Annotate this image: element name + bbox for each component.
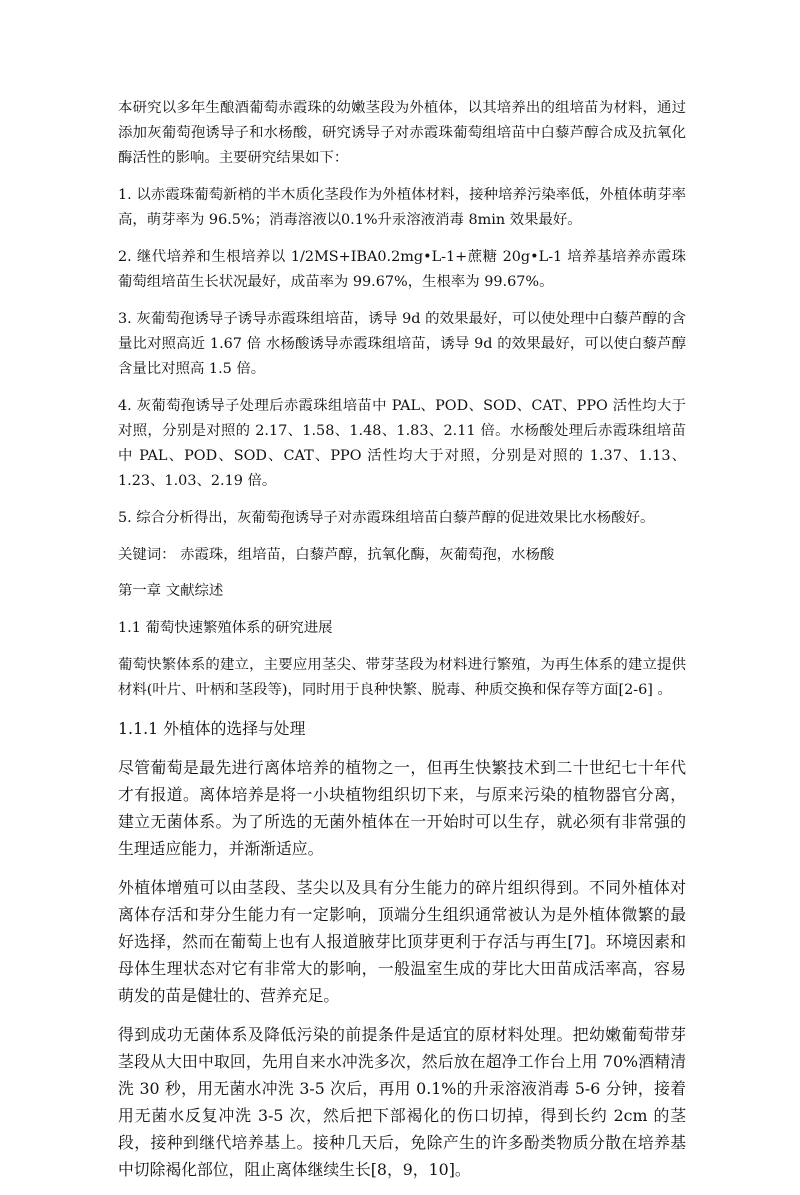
result-item-3: 3. 灰葡萄孢诱导子诱导赤霞珠组培苗，诱导 9d 的效果最好，可以使处理中白藜芦醇的含量比对照高近 1.67 倍 水杨酸诱导赤霞珠组培苗，诱导 9d 的效果最好，可以使白藜芦醇含量比对照高 1.5 倍。 bbox=[118, 311, 686, 377]
result-item-4: 4. 灰葡萄孢诱导子处理后赤霞珠组培苗中 PAL、POD、SOD、CAT、PPO 活性均大于对照，分别是对照的 2.17、1.58、1.48、1.83、2.11 倍。水杨酸处理后赤霞珠组培苗中 PAL、POD、SOD、CAT、PPO 活性均大于对照，分别是对照的 1.37、1.13、1.23、1.03、2.19 倍。 bbox=[118, 398, 686, 489]
chapter-title: 第一章 文献综述 bbox=[118, 583, 224, 599]
section-title: 1.1 葡萄快速繁殖体系的研究进展 bbox=[118, 620, 333, 636]
section-paragraph: 葡萄快繁体系的建立，主要应用茎尖、带芽茎段为材料进行繁殖，为再生体系的建立提供材料(叶片、叶柄和茎段等)，同时用于良种快繁、脱毒、种质交换和保存等方面[2-6] 。 bbox=[118, 657, 686, 698]
keywords-line: 关键词： 赤霞珠，组培苗，白藜芦醇，抗氧化酶，灰葡萄孢，水杨酸 bbox=[118, 547, 555, 563]
result-item-5: 5. 综合分析得出，灰葡萄孢诱导子对赤霞珠组培苗白藜芦醇的促进效果比水杨酸好。 bbox=[118, 510, 655, 526]
body-paragraph-2: 外植体增殖可以由茎段、茎尖以及具有分生能力的碎片组织得到。不同外植体对离体存活和芽分生能力有一定影响，顶端分生组织通常被认为是外植体微繁的最好选择，然而在葡萄上也有人报道腋芽比顶芽更利于存活与再生[7]。环境因素和母体生理状态对它有非常大的影响，一般温室生成的芽比大田苗成活率高，容易萌发的苗是健壮的、营养充足。 bbox=[118, 878, 686, 1005]
subsection-title: 1.1.1 外植体的选择与处理 bbox=[118, 719, 306, 738]
body-paragraph-1: 尽管葡萄是最先进行离体培养的植物之一，但再生快繁技术到二十世纪七十年代才有报道。离体培养是将一小块植物组织切下来，与原来污染的植物器官分离，建立无菌体系。为了所选的无菌外植体在一开始时可以生存，就必须有非常强的生理适应能力，并渐渐适应。 bbox=[118, 758, 686, 858]
result-item-2: 2. 继代培养和生根培养以 1/2MS+IBA0.2mg•L-1+蔗糖 20g•L-1 培养基培养赤霞珠葡萄组培苗生长状况最好，成苗率为 99.67%，生根率为 99.67%。 bbox=[118, 249, 686, 290]
document-page bbox=[118, 96, 686, 1195]
abstract-intro: 本研究以多年生酿酒葡萄赤霞珠的幼嫩茎段为外植体，以其培养出的组培苗为材料，通过添加灰葡萄孢诱导子和水杨酸，研究诱导子对赤霞珠葡萄组培苗中白藜芦醇合成及抗氧化酶活性的影响。主要研究结果如下： bbox=[118, 100, 686, 166]
result-item-1: 1. 以赤霞珠葡萄新梢的半木质化茎段作为外植体材料，接种培养污染率低，外植体萌芽率高，萌芽率为 96.5%；消毒溶液以0.1%升汞溶液消毒 8min 效果最好。 bbox=[118, 187, 686, 228]
body-paragraph-3: 得到成功无菌体系及降低污染的前提条件是适宜的原材料处理。把幼嫩葡萄带芽茎段从大田中取回，先用自来水冲洗多次，然后放在超净工作台上用 70%酒精清洗 30 秒，用无菌水冲洗 3-5 次后，再用 0.1%的升汞溶液消毒 5-6 分钟，接着用无菌水反复冲洗 3-5 次，然后把下部褐化的伤口切掉，得到长约 2cm 的茎段，接种到继代培养基上。接种几天后，免除产生的许多酚类物质分散在培养基中切除褐化部位，阻止离体继续生长[8，9，10]。 bbox=[118, 1025, 686, 1179]
